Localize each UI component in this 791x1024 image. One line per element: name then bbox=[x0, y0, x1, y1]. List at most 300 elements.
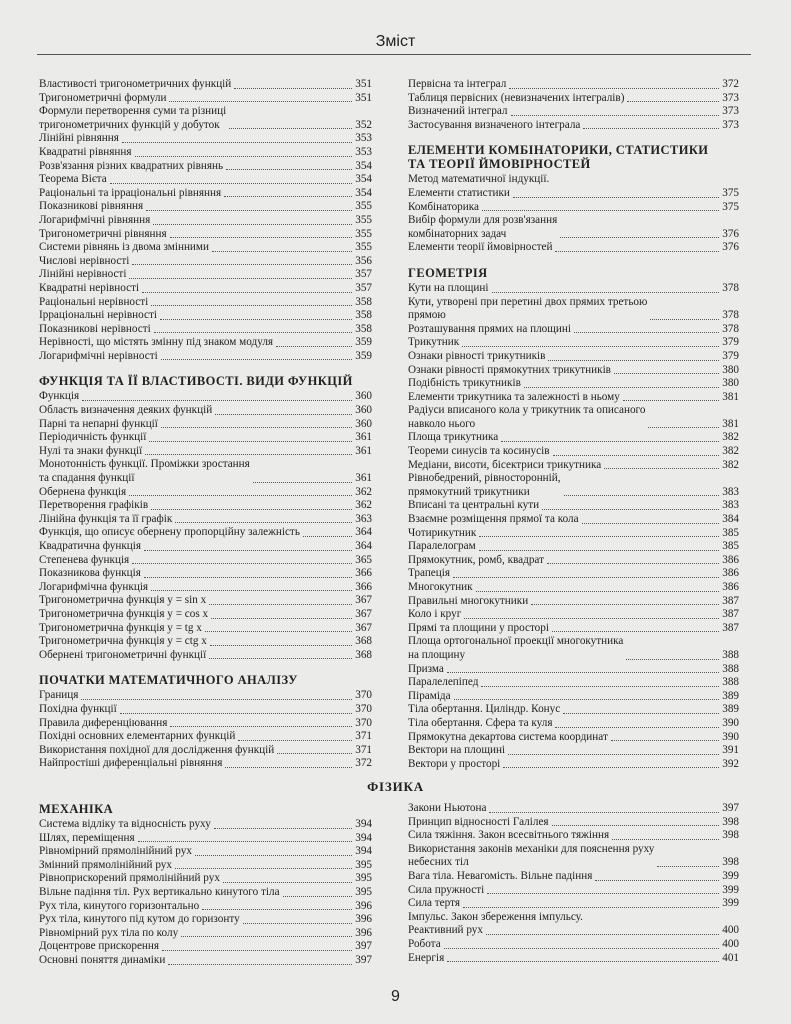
toc-entry[interactable] bbox=[39, 200, 372, 214]
toc-entry[interactable] bbox=[408, 364, 739, 378]
dot-leader bbox=[144, 577, 352, 578]
toc-entry[interactable] bbox=[408, 622, 739, 636]
toc-entry-page: 398 bbox=[722, 815, 739, 828]
toc-entry-page: 364 bbox=[355, 540, 372, 552]
toc-entry-title: Нулі та знаки функції bbox=[39, 444, 143, 457]
toc-entry-page: 383 bbox=[722, 485, 739, 498]
toc-entry[interactable] bbox=[39, 418, 372, 432]
toc-entry-page: 360 bbox=[355, 390, 372, 403]
dot-leader bbox=[224, 196, 352, 197]
dot-leader bbox=[511, 115, 720, 116]
toc-entry[interactable] bbox=[408, 540, 739, 554]
toc-entry-page: 372 bbox=[355, 757, 372, 770]
toc-entry-page: 391 bbox=[722, 744, 739, 757]
toc-entry-title: Многокутник bbox=[408, 581, 473, 593]
toc-entry[interactable] bbox=[39, 859, 372, 873]
toc-entry-title: Шлях, переміщення bbox=[39, 831, 135, 844]
toc-entry[interactable] bbox=[39, 350, 372, 364]
toc-entry-title: Рівноприскорений прямолінійний рух bbox=[39, 872, 220, 885]
toc-entry[interactable] bbox=[39, 818, 372, 832]
toc-entry-page: 368 bbox=[355, 635, 372, 648]
toc-entry-page: 358 bbox=[355, 309, 372, 322]
toc-entry-title: Область визначення деяких функцій bbox=[39, 404, 213, 417]
toc-entry-page: 368 bbox=[355, 648, 372, 661]
toc-section bbox=[39, 673, 372, 771]
toc-entry-page: 392 bbox=[722, 757, 739, 770]
toc-entry-title: Сила тертя bbox=[408, 897, 460, 910]
toc-entry[interactable] bbox=[39, 499, 372, 513]
dot-leader bbox=[145, 454, 352, 455]
toc-entry[interactable] bbox=[39, 296, 372, 310]
physics-left-column bbox=[39, 802, 372, 968]
dot-leader bbox=[212, 251, 352, 252]
toc-entry-page: 394 bbox=[355, 845, 372, 858]
toc-entry-page: 371 bbox=[355, 730, 372, 743]
toc-section bbox=[39, 802, 372, 968]
toc-entry-title: Парні та непарні функції bbox=[39, 417, 158, 430]
dot-leader bbox=[650, 319, 719, 320]
dot-leader bbox=[175, 522, 352, 523]
toc-entry[interactable] bbox=[39, 404, 372, 418]
toc-entry-title: Степенева функція bbox=[39, 553, 130, 566]
toc-entry-page: 388 bbox=[722, 662, 739, 675]
toc-entry[interactable] bbox=[408, 938, 739, 952]
toc-entry-page: 370 bbox=[355, 702, 372, 715]
toc-entry-title: Радіуси вписаного кола у трикутник та описаного навколо нього bbox=[408, 404, 646, 430]
dot-leader bbox=[223, 882, 352, 883]
toc-entry-title: Тригонометрична функція y = tg x bbox=[39, 621, 202, 634]
dot-leader bbox=[226, 169, 352, 170]
toc-entry-page: 381 bbox=[722, 417, 739, 430]
toc-entry-title: Подібність трикутників bbox=[408, 377, 521, 390]
toc-entry[interactable] bbox=[408, 608, 739, 622]
toc-entry[interactable] bbox=[39, 336, 372, 350]
toc-entry-page: 351 bbox=[355, 91, 372, 104]
toc-section bbox=[39, 78, 372, 363]
dot-leader bbox=[548, 360, 719, 361]
toc-entry[interactable] bbox=[408, 897, 739, 911]
toc-entry[interactable] bbox=[39, 554, 372, 568]
toc-entry[interactable] bbox=[39, 78, 372, 92]
dot-leader bbox=[122, 142, 352, 143]
dot-leader bbox=[162, 950, 352, 951]
toc-entry-title: Застосування визначеного інтеграла bbox=[408, 118, 581, 131]
toc-entry[interactable] bbox=[408, 952, 739, 966]
toc-entry-title: Сила пружності bbox=[408, 883, 485, 896]
toc-entry-page: 381 bbox=[722, 390, 739, 403]
toc-entry[interactable] bbox=[39, 940, 372, 954]
toc-entry[interactable] bbox=[408, 717, 739, 731]
toc-entry[interactable] bbox=[39, 649, 372, 663]
dot-leader bbox=[161, 359, 352, 360]
toc-entry[interactable] bbox=[39, 513, 372, 527]
toc-entry[interactable] bbox=[39, 927, 372, 941]
dot-leader bbox=[234, 88, 352, 89]
toc-entry[interactable] bbox=[408, 445, 739, 459]
toc-entry[interactable] bbox=[408, 703, 739, 717]
toc-entry[interactable] bbox=[408, 78, 739, 92]
dot-leader bbox=[453, 577, 719, 578]
dot-leader bbox=[552, 825, 720, 826]
toc-entry-page: 372 bbox=[722, 78, 739, 90]
toc-entry[interactable] bbox=[408, 802, 739, 816]
toc-entry-title: Закони Ньютона bbox=[408, 802, 487, 814]
dot-leader bbox=[195, 855, 352, 856]
toc-entry-title: Вектори у просторі bbox=[408, 757, 501, 770]
toc-entry[interactable] bbox=[408, 119, 739, 133]
toc-entry[interactable] bbox=[408, 884, 739, 898]
toc-entry-page: 375 bbox=[722, 186, 739, 199]
dot-leader bbox=[553, 455, 720, 456]
toc-entry[interactable] bbox=[408, 758, 739, 772]
toc-entry-title: Розв'язання різних квадратних рівнянь bbox=[39, 159, 224, 172]
toc-entry-title: Розташування прямих на площині bbox=[408, 322, 571, 335]
dot-leader bbox=[149, 441, 352, 442]
toc-entry-title: Первісна та інтеграл bbox=[408, 78, 507, 90]
dot-leader bbox=[110, 183, 353, 184]
dot-leader bbox=[170, 237, 353, 238]
toc-entry[interactable] bbox=[39, 581, 372, 595]
toc-entry[interactable] bbox=[408, 567, 739, 581]
toc-entry-page: 354 bbox=[355, 159, 372, 172]
toc-entry[interactable] bbox=[408, 472, 739, 499]
toc-entry[interactable] bbox=[408, 201, 739, 215]
toc-entry[interactable] bbox=[39, 92, 372, 106]
toc-entry-title: Раціональні нерівності bbox=[39, 295, 149, 308]
toc-entry-page: 382 bbox=[722, 445, 739, 458]
page-number: 9 bbox=[391, 988, 400, 1005]
toc-entry-title: Робота bbox=[408, 937, 441, 950]
toc-entry-title: Використання похідної для дослідження функцій bbox=[39, 743, 275, 756]
toc-entry-page: 361 bbox=[355, 444, 372, 457]
dot-leader bbox=[160, 319, 352, 320]
dot-leader bbox=[463, 907, 719, 908]
toc-entry-title: Тіла обертання. Циліндр. Конус bbox=[408, 703, 561, 716]
toc-entry-page: 355 bbox=[355, 241, 372, 254]
dot-leader bbox=[542, 509, 719, 510]
toc-entry[interactable] bbox=[39, 845, 372, 859]
toc-section bbox=[408, 266, 739, 771]
toc-entry-page: 399 bbox=[722, 869, 739, 882]
toc-entry-page: 358 bbox=[355, 295, 372, 308]
dot-leader bbox=[151, 305, 352, 306]
toc-entry[interactable] bbox=[39, 913, 372, 927]
toc-entry-title: Квадратична функція bbox=[39, 540, 142, 552]
dot-leader bbox=[161, 427, 352, 428]
toc-entry-title: Вписані та центральні кути bbox=[408, 499, 540, 512]
toc-entry[interactable] bbox=[408, 816, 739, 830]
toc-entry[interactable] bbox=[39, 255, 372, 269]
toc-entry-title: Основні поняття динаміки bbox=[39, 953, 166, 966]
dot-leader bbox=[648, 427, 719, 428]
toc-entry-page: 355 bbox=[355, 200, 372, 213]
toc-entry[interactable] bbox=[39, 594, 372, 608]
toc-entry-page: 396 bbox=[355, 926, 372, 939]
toc-entry-page: 386 bbox=[722, 567, 739, 580]
toc-entry-title: Елементи статистики bbox=[408, 186, 510, 199]
toc-entry[interactable] bbox=[408, 241, 739, 255]
toc-entry-page: 394 bbox=[355, 831, 372, 844]
toc-entry-title: Елементи трикутника та залежності в ньому bbox=[408, 390, 620, 403]
toc-entry[interactable] bbox=[408, 92, 739, 106]
toc-entry[interactable] bbox=[39, 757, 372, 771]
toc-entry-title: Кути, утворені при перетині двох прямих третьою прямою bbox=[408, 295, 648, 322]
toc-entry-page: 388 bbox=[722, 676, 739, 689]
toc-entry[interactable] bbox=[408, 391, 739, 405]
toc-entry-page: 354 bbox=[355, 173, 372, 186]
toc-entry[interactable] bbox=[408, 911, 739, 925]
toc-entry-title: Рух тіла, кинутого під кутом до горизонту bbox=[39, 913, 240, 926]
physics-right-column bbox=[408, 802, 739, 965]
toc-entry[interactable] bbox=[408, 499, 739, 513]
toc-entry-title: Площа трикутника bbox=[408, 431, 499, 444]
toc-entry-title: Взаємне розміщення прямої та кола bbox=[408, 513, 579, 526]
toc-entry-title: Прямокутник, ромб, квадрат bbox=[408, 553, 544, 566]
toc-entry-title: Обернена функція bbox=[39, 485, 127, 498]
toc-entry[interactable] bbox=[408, 829, 739, 843]
dot-leader bbox=[210, 645, 352, 646]
toc-entry[interactable] bbox=[408, 843, 739, 870]
dot-leader bbox=[144, 550, 352, 551]
toc-entry[interactable] bbox=[408, 336, 739, 350]
dot-leader bbox=[479, 536, 719, 537]
dot-leader bbox=[482, 210, 719, 211]
toc-entry-title: Елементи теорії ймовірностей bbox=[408, 241, 553, 254]
toc-entry-page: 386 bbox=[722, 581, 739, 593]
toc-entry[interactable] bbox=[39, 173, 372, 187]
toc-entry[interactable] bbox=[408, 581, 739, 595]
toc-entry-page: 373 bbox=[722, 91, 739, 104]
dot-leader bbox=[151, 590, 352, 591]
dot-leader bbox=[564, 495, 720, 496]
toc-entry-page: 399 bbox=[722, 883, 739, 896]
toc-entry[interactable] bbox=[408, 377, 739, 391]
dot-leader bbox=[627, 101, 719, 102]
toc-entry[interactable] bbox=[408, 214, 739, 241]
toc-entry[interactable] bbox=[39, 431, 372, 445]
toc-entry-page: 367 bbox=[355, 621, 372, 634]
toc-entry-page: 378 bbox=[722, 309, 739, 322]
toc-entry-title: Лінійна функція та її графік bbox=[39, 512, 173, 525]
toc-entry-page: 382 bbox=[722, 431, 739, 444]
toc-entry-title: Показникові рівняння bbox=[39, 200, 144, 213]
toc-entry-page: 397 bbox=[355, 953, 372, 966]
toc-entry[interactable] bbox=[408, 635, 739, 662]
toc-entry[interactable] bbox=[408, 282, 739, 296]
dot-leader bbox=[604, 468, 719, 469]
toc-entry[interactable] bbox=[39, 744, 372, 758]
toc-entry[interactable] bbox=[408, 731, 739, 745]
dot-leader bbox=[547, 563, 719, 564]
toc-entry[interactable] bbox=[408, 924, 739, 938]
toc-entry-title: Тригонометричні рівняння bbox=[39, 227, 167, 240]
toc-entry[interactable] bbox=[408, 187, 739, 201]
toc-entry[interactable] bbox=[39, 187, 372, 201]
toc-entry[interactable] bbox=[39, 954, 372, 968]
dot-leader bbox=[464, 618, 719, 619]
toc-entry[interactable] bbox=[39, 886, 372, 900]
toc-entry[interactable] bbox=[39, 622, 372, 636]
toc-entry-title: Функція bbox=[39, 390, 80, 403]
dot-leader bbox=[503, 767, 719, 768]
toc-entry[interactable] bbox=[39, 214, 372, 228]
dot-leader bbox=[132, 264, 352, 265]
toc-entry-title: Ознаки рівності трикутників bbox=[408, 349, 546, 362]
toc-entry-page: 382 bbox=[722, 458, 739, 471]
toc-entry-title: Рівномірний прямолінійний рух bbox=[39, 845, 192, 858]
section-title: ФУНКЦІЯ ТА ЇЇ ВЛАСТИВОСТІ. ВИДИ ФУНКЦІЙ bbox=[39, 374, 353, 389]
toc-entry-title: Піраміда bbox=[408, 689, 451, 702]
toc-entry[interactable] bbox=[408, 350, 739, 364]
toc-entry-page: 389 bbox=[722, 689, 739, 702]
toc-entry[interactable] bbox=[408, 105, 739, 119]
toc-entry[interactable] bbox=[39, 445, 372, 459]
toc-entry-title: Лінійні нерівності bbox=[39, 268, 127, 281]
dot-leader bbox=[489, 812, 719, 813]
toc-entry-title: Теореми синусів та косинусів bbox=[408, 445, 550, 458]
toc-entry[interactable] bbox=[39, 703, 372, 717]
toc-entry-title: Таблиця первісних (невизначених інтегралів) bbox=[408, 91, 625, 104]
toc-entry[interactable] bbox=[39, 567, 372, 581]
dot-leader bbox=[454, 699, 720, 700]
toc-entry[interactable] bbox=[408, 296, 739, 323]
toc-entry-title: Принцип відносності Галілея bbox=[408, 815, 549, 828]
toc-entry-title: Ознаки рівності прямокутних трикутників bbox=[408, 363, 611, 376]
toc-entry-title: Ірраціональні нерівності bbox=[39, 309, 157, 322]
toc-entry-page: 397 bbox=[722, 802, 739, 814]
toc-entry[interactable] bbox=[408, 690, 739, 704]
toc-entry[interactable] bbox=[39, 160, 372, 174]
toc-entry-title: Логарифмічні нерівності bbox=[39, 349, 158, 362]
toc-entry-title: Сила тяжіння. Закон всесвітнього тяжіння bbox=[408, 829, 610, 842]
toc-entry[interactable] bbox=[39, 540, 372, 554]
toc-entry-page: 387 bbox=[722, 608, 739, 621]
toc-entry-page: 396 bbox=[355, 899, 372, 912]
toc-entry-title: Тригонометрична функція y = cos x bbox=[39, 607, 209, 620]
toc-entry-title: Функція, що описує обернену пропорційну залежність bbox=[39, 526, 300, 539]
toc-entry[interactable] bbox=[39, 241, 372, 255]
toc-entry-page: 357 bbox=[355, 281, 372, 294]
toc-entry-page: 383 bbox=[722, 499, 739, 512]
toc-entry[interactable] bbox=[39, 132, 372, 146]
toc-entry-page: 394 bbox=[355, 818, 372, 830]
toc-entry[interactable] bbox=[39, 689, 372, 703]
toc-entry[interactable] bbox=[408, 404, 739, 431]
toc-entry[interactable] bbox=[408, 744, 739, 758]
toc-entry[interactable] bbox=[408, 459, 739, 473]
toc-section bbox=[408, 802, 739, 965]
dot-leader bbox=[626, 659, 719, 660]
toc-entry[interactable] bbox=[39, 323, 372, 337]
toc-entry[interactable] bbox=[39, 832, 372, 846]
toc-entry-title: Найпростіші диференціальні рівняння bbox=[39, 757, 223, 770]
dot-leader bbox=[524, 387, 719, 388]
toc-entry-title: Доцентрове прискорення bbox=[39, 940, 160, 953]
toc-entry[interactable] bbox=[39, 458, 372, 485]
toc-entry-page: 366 bbox=[355, 580, 372, 593]
toc-entry[interactable] bbox=[408, 513, 739, 527]
toc-entry-title: Логарифмічні рівняння bbox=[39, 213, 151, 226]
toc-entry-page: 352 bbox=[355, 118, 372, 131]
dot-leader bbox=[612, 839, 719, 840]
toc-entry[interactable] bbox=[39, 105, 372, 132]
toc-entry[interactable] bbox=[408, 663, 739, 677]
toc-entry[interactable] bbox=[39, 526, 372, 540]
toc-entry[interactable] bbox=[408, 527, 739, 541]
dot-leader bbox=[209, 658, 352, 659]
dot-leader bbox=[509, 88, 719, 89]
toc-entry[interactable] bbox=[39, 730, 372, 744]
toc-entry[interactable] bbox=[39, 228, 372, 242]
toc-entry[interactable] bbox=[408, 676, 739, 690]
toc-entry[interactable] bbox=[39, 309, 372, 323]
toc-entry[interactable] bbox=[39, 390, 372, 404]
toc-entry-title: Логарифмічна функція bbox=[39, 580, 149, 593]
toc-entry[interactable] bbox=[39, 146, 372, 160]
dot-leader bbox=[243, 923, 353, 924]
toc-entry-title: Енергія bbox=[408, 951, 445, 964]
dot-leader bbox=[595, 880, 719, 881]
toc-entry-title: Тригонометричні формули bbox=[39, 91, 167, 104]
toc-entry[interactable] bbox=[39, 872, 372, 886]
dot-leader bbox=[202, 909, 352, 910]
toc-entry[interactable] bbox=[39, 268, 372, 282]
toc-entry[interactable] bbox=[39, 486, 372, 500]
dot-leader bbox=[225, 767, 352, 768]
toc-entry-page: 384 bbox=[722, 513, 739, 526]
section-title: ЕЛЕМЕНТИ КОМБІНАТОРИКИ, СТАТИСТИКИ ТА ТЕОРІЇ ЙМОВІРНОСТЕЙ bbox=[408, 143, 709, 172]
toc-entry-title: Формули перетворення суми та різниці тригонометричних функцій у добуток bbox=[39, 105, 227, 131]
toc-entry-page: 371 bbox=[355, 743, 372, 756]
toc-entry-title: Медіани, висоти, бісектриси трикутника bbox=[408, 458, 602, 471]
toc-entry-title: Паралелограм bbox=[408, 540, 476, 553]
toc-entry[interactable] bbox=[39, 900, 372, 914]
dot-leader bbox=[142, 292, 352, 293]
toc-entry-page: 358 bbox=[355, 322, 372, 335]
dot-leader bbox=[253, 482, 352, 483]
dot-leader bbox=[138, 841, 353, 842]
toc-entry-title: Визначений інтеграл bbox=[408, 105, 508, 118]
toc-entry-page: 375 bbox=[722, 200, 739, 213]
toc-entry-page: 360 bbox=[355, 417, 372, 430]
toc-entry-page: 376 bbox=[722, 227, 739, 240]
toc-entry-page: 387 bbox=[722, 594, 739, 607]
dot-leader bbox=[487, 893, 719, 894]
toc-entry-page: 351 bbox=[355, 78, 372, 90]
toc-entry[interactable] bbox=[408, 595, 739, 609]
toc-entry-page: 397 bbox=[355, 940, 372, 953]
dot-leader bbox=[531, 604, 719, 605]
toc-entry[interactable] bbox=[39, 608, 372, 622]
toc-entry[interactable] bbox=[408, 323, 739, 337]
toc-entry-page: 360 bbox=[355, 404, 372, 417]
toc-entry[interactable] bbox=[39, 635, 372, 649]
toc-entry[interactable] bbox=[408, 870, 739, 884]
toc-entry-page: 373 bbox=[722, 118, 739, 131]
toc-entry[interactable] bbox=[39, 717, 372, 731]
dot-leader bbox=[501, 441, 719, 442]
toc-entry-page: 388 bbox=[722, 648, 739, 661]
toc-entry-page: 378 bbox=[722, 281, 739, 294]
toc-entry[interactable] bbox=[408, 554, 739, 568]
dot-leader bbox=[129, 278, 352, 279]
toc-entry[interactable] bbox=[408, 431, 739, 445]
toc-entry[interactable] bbox=[39, 282, 372, 296]
toc-entry[interactable] bbox=[408, 173, 739, 187]
toc-entry-page: 398 bbox=[722, 829, 739, 842]
dot-leader bbox=[214, 828, 352, 829]
toc-entry-title: Метод математичної індукції. bbox=[408, 173, 550, 186]
